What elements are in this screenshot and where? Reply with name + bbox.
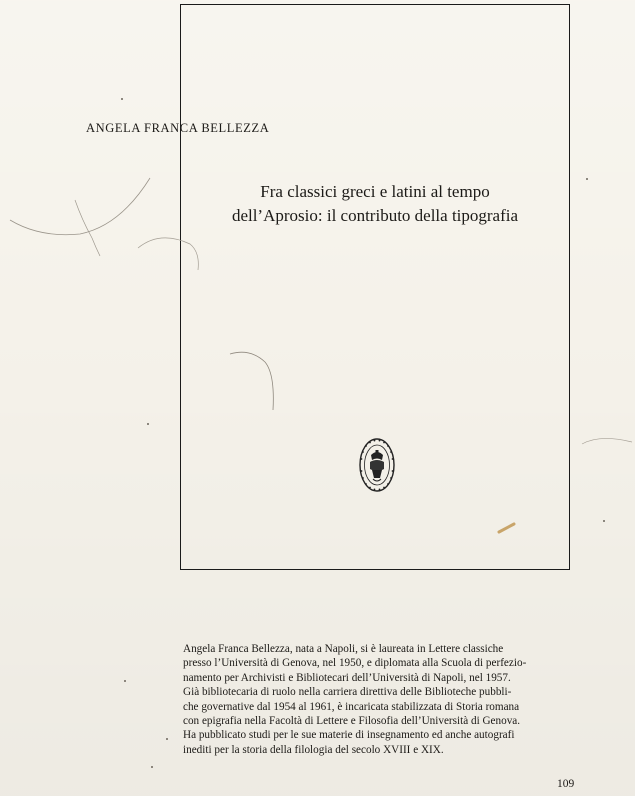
article-title-line-2: dell’Aprosio: il contributo della tipografia: [231, 206, 519, 225]
paper-speck: [151, 766, 153, 768]
paper-speck: [166, 738, 168, 740]
paper-speck: [586, 178, 588, 180]
bio-line: che governative dal 1954 al 1961, è incaricata stabilizzata di Storia romana: [183, 700, 520, 713]
printer-seal-icon: [358, 436, 396, 494]
paper-speck: [124, 680, 126, 682]
paper-speck: [147, 423, 149, 425]
paper-speck: [121, 98, 123, 100]
bio-line: Angela Franca Bellezza, nata a Napoli, si è laureata in Lettere classiche: [183, 643, 504, 655]
bio-line: inediti per la storia della filologia del secolo XVIII e XIX.: [183, 743, 444, 756]
bio-line: Ha pubblicato studi per le sue materie di insegnamento ed anche autografi: [183, 729, 515, 742]
bio-line: presso l’Università di Genova, nel 1950, e diplomata alla Scuola di perfezio-: [183, 657, 527, 670]
page-number: 109: [557, 778, 575, 790]
article-title: [190, 180, 560, 228]
bio-line: con epigrafia nella Facoltà di Lettere e Filosofia dell’Università di Genova.: [183, 715, 521, 728]
paper-speck: [603, 520, 605, 522]
article-title-line-1: Fra classici greci e latini al tempo: [260, 182, 490, 201]
author-biography: [183, 642, 578, 757]
bio-line: namento per Archivisti e Bibliotecari dell’Università di Napoli, nel 1957.: [183, 671, 511, 684]
bio-line: Già bibliotecaria di ruolo nella carriera direttiva delle Biblioteche pubbli-: [183, 686, 512, 699]
author-name: ANGELA FRANCA BELLEZZA: [86, 121, 270, 135]
